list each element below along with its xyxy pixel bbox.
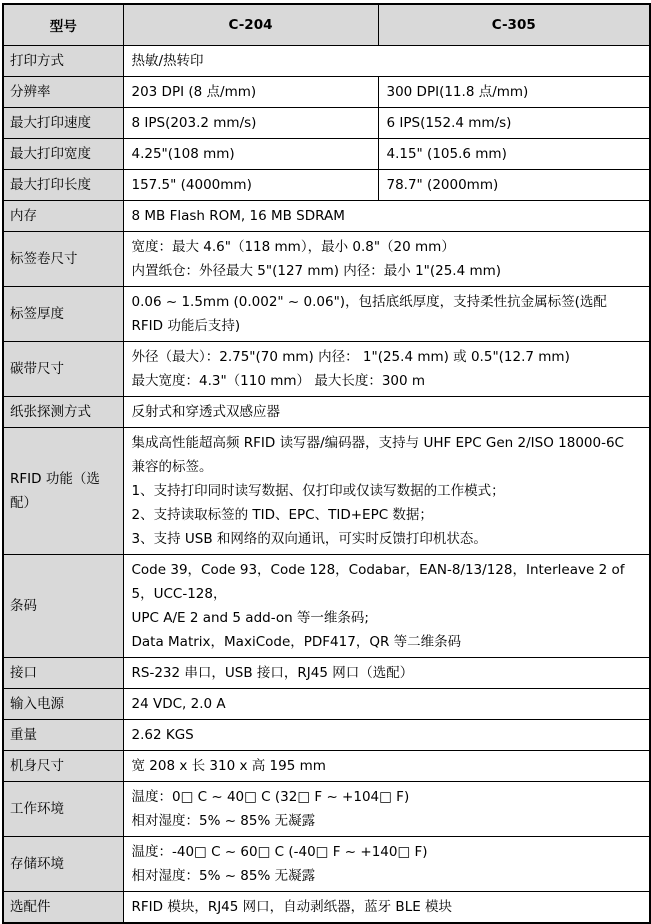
spec-value-line: 4.15" (105.6 mm) (386, 146, 507, 162)
spec-value-cell (123, 201, 650, 232)
spec-label-cell: RFID 功能（选配） (3, 428, 123, 555)
spec-value-line: 温度：0□ C ~ 40□ C (32□ F ~ +104□ F) (131, 789, 410, 805)
spec-row (3, 170, 650, 201)
spec-value-cell (123, 46, 650, 77)
spec-label-cell: 分辨率 (3, 77, 123, 108)
spec-value-cell (123, 782, 650, 837)
spec-label-cell: 存储环境 (3, 837, 123, 892)
spec-value-line: 外径（最大）：2.75"(70 mm) 内径： 1"(25.4 mm) 或 0.5"(12.7 mm) (131, 349, 570, 365)
spec-row (3, 555, 650, 658)
spec-row (3, 658, 650, 689)
spec-value-line: Code 39，Code 93，Code 128，Codabar，EAN-8/13/128，Interleave 2 of 5，UCC-128， (131, 562, 625, 602)
spec-row (3, 397, 650, 428)
spec-value-line: 2.62 KGS (131, 727, 194, 743)
spec-value-cell (123, 170, 378, 201)
spec-value-cell (123, 720, 650, 751)
spec-value-line: 24 VDC, 2.0 A (131, 696, 226, 712)
spec-value-cell (123, 428, 650, 555)
spec-label-cell: 输入电源 (3, 689, 123, 720)
spec-row (3, 689, 650, 720)
spec-row (3, 892, 650, 924)
spec-value-line: 157.5" (4000mm) (131, 177, 252, 193)
spec-label-cell: 标签厚度 (3, 287, 123, 342)
spec-row (3, 108, 650, 139)
spec-value-line: Data Matrix，MaxiCode，PDF417，QR 等二维条码 (131, 634, 462, 650)
spec-value-cell (378, 170, 650, 201)
spec-value-cell (378, 139, 650, 170)
spec-value-line: RFID 模块，RJ45 网口，自动剥纸器，蓝牙 BLE 模块 (131, 899, 453, 915)
spec-label-cell: 机身尺寸 (3, 751, 123, 782)
spec-value-line: 8 MB Flash ROM, 16 MB SDRAM (131, 208, 345, 224)
spec-value-cell (123, 232, 650, 287)
spec-value-cell (123, 342, 650, 397)
spec-row (3, 428, 650, 555)
spec-value-line: 3、支持 USB 和网络的双向通讯，可实时反馈打印机状态。 (131, 531, 487, 547)
spec-label-cell: 最大打印长度 (3, 170, 123, 201)
spec-value-line: 宽度：最大 4.6"（118 mm），最小 0.8"（20 mm） (131, 239, 455, 255)
spec-value-cell (123, 892, 650, 924)
spec-label-cell: 打印方式 (3, 46, 123, 77)
spec-value-line: 最大宽度：4.3"（110 mm） 最大长度：300 m (131, 373, 426, 389)
header-model-c305: C-305 (378, 4, 650, 46)
spec-value-line: 0.06 ~ 1.5mm (0.002" ~ 0.06")，包括底纸厚度，支持柔性抗金属标签(选配 RFID 功能后支持) (131, 294, 607, 334)
spec-value-line: 相对湿度：5% ~ 85% 无凝露 (131, 813, 316, 829)
spec-label-cell: 标签卷尺寸 (3, 232, 123, 287)
spec-row (3, 77, 650, 108)
spec-value-line: 4.25"(108 mm) (131, 146, 235, 162)
spec-value-cell (123, 77, 378, 108)
spec-row (3, 782, 650, 837)
spec-row (3, 232, 650, 287)
spec-label-cell: 最大打印速度 (3, 108, 123, 139)
spec-value-line: 78.7" (2000mm) (386, 177, 499, 193)
spec-value-line: 宽 208 x 长 310 x 高 195 mm (131, 758, 326, 774)
spec-row (3, 201, 650, 232)
spec-value-cell (123, 689, 650, 720)
spec-row (3, 837, 650, 892)
spec-row (3, 720, 650, 751)
spec-value-line: 2、支持读取标签的 TID、EPC、TID+EPC 数据； (131, 507, 433, 523)
spec-row (3, 46, 650, 77)
spec-value-cell (123, 108, 378, 139)
spec-value-line: 相对湿度：5% ~ 85% 无凝露 (131, 868, 316, 884)
spec-label-cell: 工作环境 (3, 782, 123, 837)
spec-value-cell (123, 751, 650, 782)
spec-label-cell: 纸张探测方式 (3, 397, 123, 428)
spec-value-line: 8 IPS(203.2 mm/s) (131, 115, 257, 131)
spec-value-line: 热敏/热转印 (131, 53, 204, 69)
spec-value-cell (123, 837, 650, 892)
spec-label-cell: 重量 (3, 720, 123, 751)
spec-value-line: UPC A/E 2 and 5 add-on 等一维条码; (131, 610, 369, 626)
spec-value-line: 6 IPS(152.4 mm/s) (386, 115, 512, 131)
spec-value-line: 内置纸仓：外径最大 5"(127 mm) 内径：最小 1"(25.4 mm) (131, 263, 502, 279)
spec-value-cell (123, 139, 378, 170)
spec-value-line: 203 DPI (8 点/mm) (131, 84, 257, 100)
spec-label-cell: 内存 (3, 201, 123, 232)
spec-value-line: 温度：-40□ C ~ 60□ C (-40□ F ~ +140□ F) (131, 844, 428, 860)
spec-value-cell (123, 287, 650, 342)
header-model-c204: C-204 (123, 4, 378, 46)
spec-table-body (3, 46, 650, 924)
spec-label-cell: 接口 (3, 658, 123, 689)
spec-value-cell (378, 77, 650, 108)
spec-row (3, 342, 650, 397)
spec-value-cell (123, 397, 650, 428)
spec-value-line: 300 DPI(11.8 点/mm) (386, 84, 529, 100)
spec-row (3, 751, 650, 782)
spec-label-cell: 选配件 (3, 892, 123, 924)
spec-label-cell: 最大打印宽度 (3, 139, 123, 170)
spec-row (3, 287, 650, 342)
spec-value-line: 集成高性能超高频 RFID 读写器/编码器，支持与 UHF EPC Gen 2/ISO 18000-6C 兼容的标签。 (131, 435, 624, 475)
spec-label-cell: 条码 (3, 555, 123, 658)
printer-spec-table (2, 3, 651, 924)
spec-value-cell (123, 555, 650, 658)
header-row (3, 4, 650, 46)
spec-value-cell (123, 658, 650, 689)
header-model-label: 型号 (3, 4, 123, 46)
spec-value-cell (378, 108, 650, 139)
spec-value-line: 反射式和穿透式双感应器 (131, 404, 280, 420)
spec-row (3, 139, 650, 170)
spec-label-cell: 碳带尺寸 (3, 342, 123, 397)
spec-value-line: RS-232 串口，USB 接口，RJ45 网口（选配） (131, 665, 414, 681)
spec-value-line: 1、支持打印同时读写数据、仅打印或仅读写数据的工作模式； (131, 483, 505, 499)
